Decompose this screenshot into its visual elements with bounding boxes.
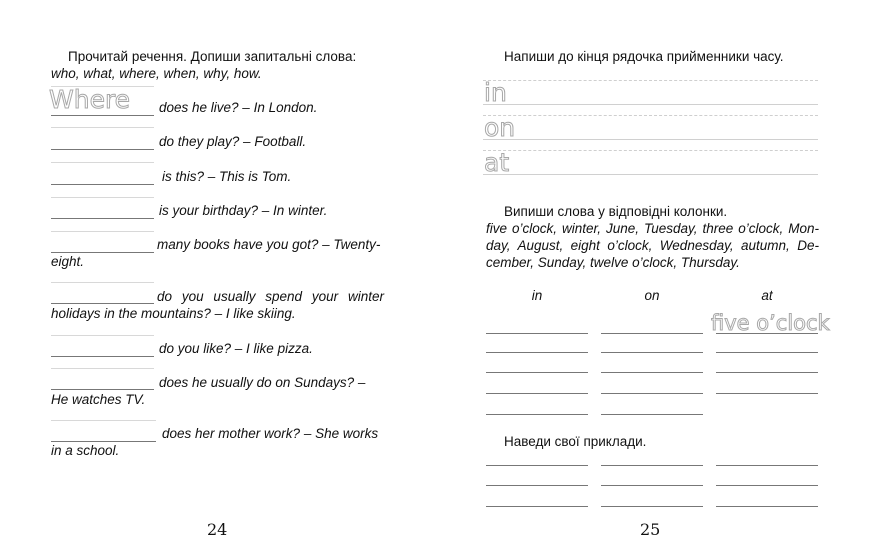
guide-line: [51, 420, 156, 421]
column-answer-line[interactable]: [486, 333, 588, 334]
question-4: is your birthday? – In winter.: [159, 203, 328, 218]
column-header-at: at: [761, 288, 773, 303]
answer-line-1[interactable]: [51, 115, 154, 116]
guide-line: [51, 335, 154, 336]
preposition-on: on: [484, 113, 516, 142]
example-answer-line[interactable]: [601, 506, 703, 507]
question-5: many books have you got? – Twenty-: [157, 237, 381, 252]
guide-line: [51, 368, 154, 369]
preposition-in: in: [484, 78, 507, 107]
example-answer-line[interactable]: [601, 485, 703, 486]
word-line-1: five o’clock, winter, June, Tuesday, three o’clock, Mon-: [486, 221, 819, 236]
question-1: does he live? – In London.: [159, 100, 318, 115]
question-8: does he usually do on Sundays? –: [159, 375, 366, 390]
question-8-cont: He watches TV.: [51, 392, 146, 407]
column-answer-line[interactable]: [486, 414, 588, 415]
question-5-cont: eight.: [51, 254, 85, 269]
guide-line: [483, 115, 818, 116]
writing-line-at[interactable]: [483, 174, 818, 175]
writing-line-on[interactable]: [483, 139, 818, 140]
question-9-cont: in a school.: [51, 443, 120, 458]
example-answer-line[interactable]: [716, 465, 818, 466]
answer-line-7[interactable]: [51, 356, 154, 357]
question-9: does her mother work? – She works: [162, 426, 379, 441]
page-number-right: 25: [640, 520, 661, 539]
column-answer-line[interactable]: [716, 333, 818, 334]
column-answer-line[interactable]: [716, 372, 818, 373]
answer-line-6[interactable]: [51, 303, 154, 304]
guide-line: [51, 231, 154, 232]
instruction-examples: Наведи свої приклади.: [504, 434, 647, 449]
guide-line: [51, 197, 154, 198]
question-2: do they play? – Football.: [159, 134, 307, 149]
column-answer-line[interactable]: [601, 352, 703, 353]
column-example-at: five o’clock: [711, 311, 830, 335]
question-6: do you usually spend your winter: [157, 289, 384, 304]
example-answer-line[interactable]: [716, 485, 818, 486]
guide-line: [483, 150, 818, 151]
example-answer-line[interactable]: [486, 506, 588, 507]
answer-line-3[interactable]: [51, 184, 154, 185]
example-answer-line[interactable]: [716, 506, 818, 507]
example-answer-line[interactable]: [486, 465, 588, 466]
guide-line: [51, 282, 154, 283]
column-header-in: in: [531, 288, 543, 303]
example-answer-line[interactable]: [486, 485, 588, 486]
column-answer-line[interactable]: [601, 333, 703, 334]
example-answer: Where: [49, 85, 131, 114]
right-page: [435, 0, 870, 558]
column-answer-line[interactable]: [486, 393, 588, 394]
answer-line-8[interactable]: [51, 389, 154, 390]
column-header-on: on: [644, 288, 660, 303]
writing-line-in[interactable]: [483, 104, 818, 105]
column-answer-line[interactable]: [716, 393, 818, 394]
question-3: is this? – This is Tom.: [162, 169, 292, 184]
question-6-cont: holidays in the mountains? – I like skiing.: [51, 306, 296, 321]
guide-line: [51, 162, 154, 163]
word-line-3: cember, Sunday, twelve o’clock, Thursday.: [486, 255, 740, 270]
column-answer-line[interactable]: [601, 372, 703, 373]
column-answer-line[interactable]: [486, 372, 588, 373]
instruction-prepositions: Напиши до кінця рядочка прийменники часу.: [504, 49, 784, 64]
preposition-at: at: [484, 148, 510, 177]
page-number-left: 24: [207, 520, 228, 539]
answer-line-4[interactable]: [51, 218, 154, 219]
column-answer-line[interactable]: [601, 393, 703, 394]
question-7: do you like? – I like pizza.: [159, 341, 313, 356]
column-answer-line[interactable]: [486, 352, 588, 353]
instruction-left: Прочитай речення. Допиши запитальні слова:: [68, 49, 357, 64]
instruction-columns: Випиши слова у відповідні колонки.: [504, 204, 728, 219]
column-answer-line[interactable]: [716, 352, 818, 353]
guide-line: [51, 127, 154, 128]
word-line-2: day, August, eight o’clock, Wednesday, autumn, De-: [486, 238, 819, 253]
answer-line-2[interactable]: [51, 149, 154, 150]
guide-line: [483, 80, 818, 81]
example-answer-line[interactable]: [601, 465, 703, 466]
question-words: who, what, where, when, why, how.: [51, 66, 262, 81]
column-answer-line[interactable]: [601, 414, 703, 415]
